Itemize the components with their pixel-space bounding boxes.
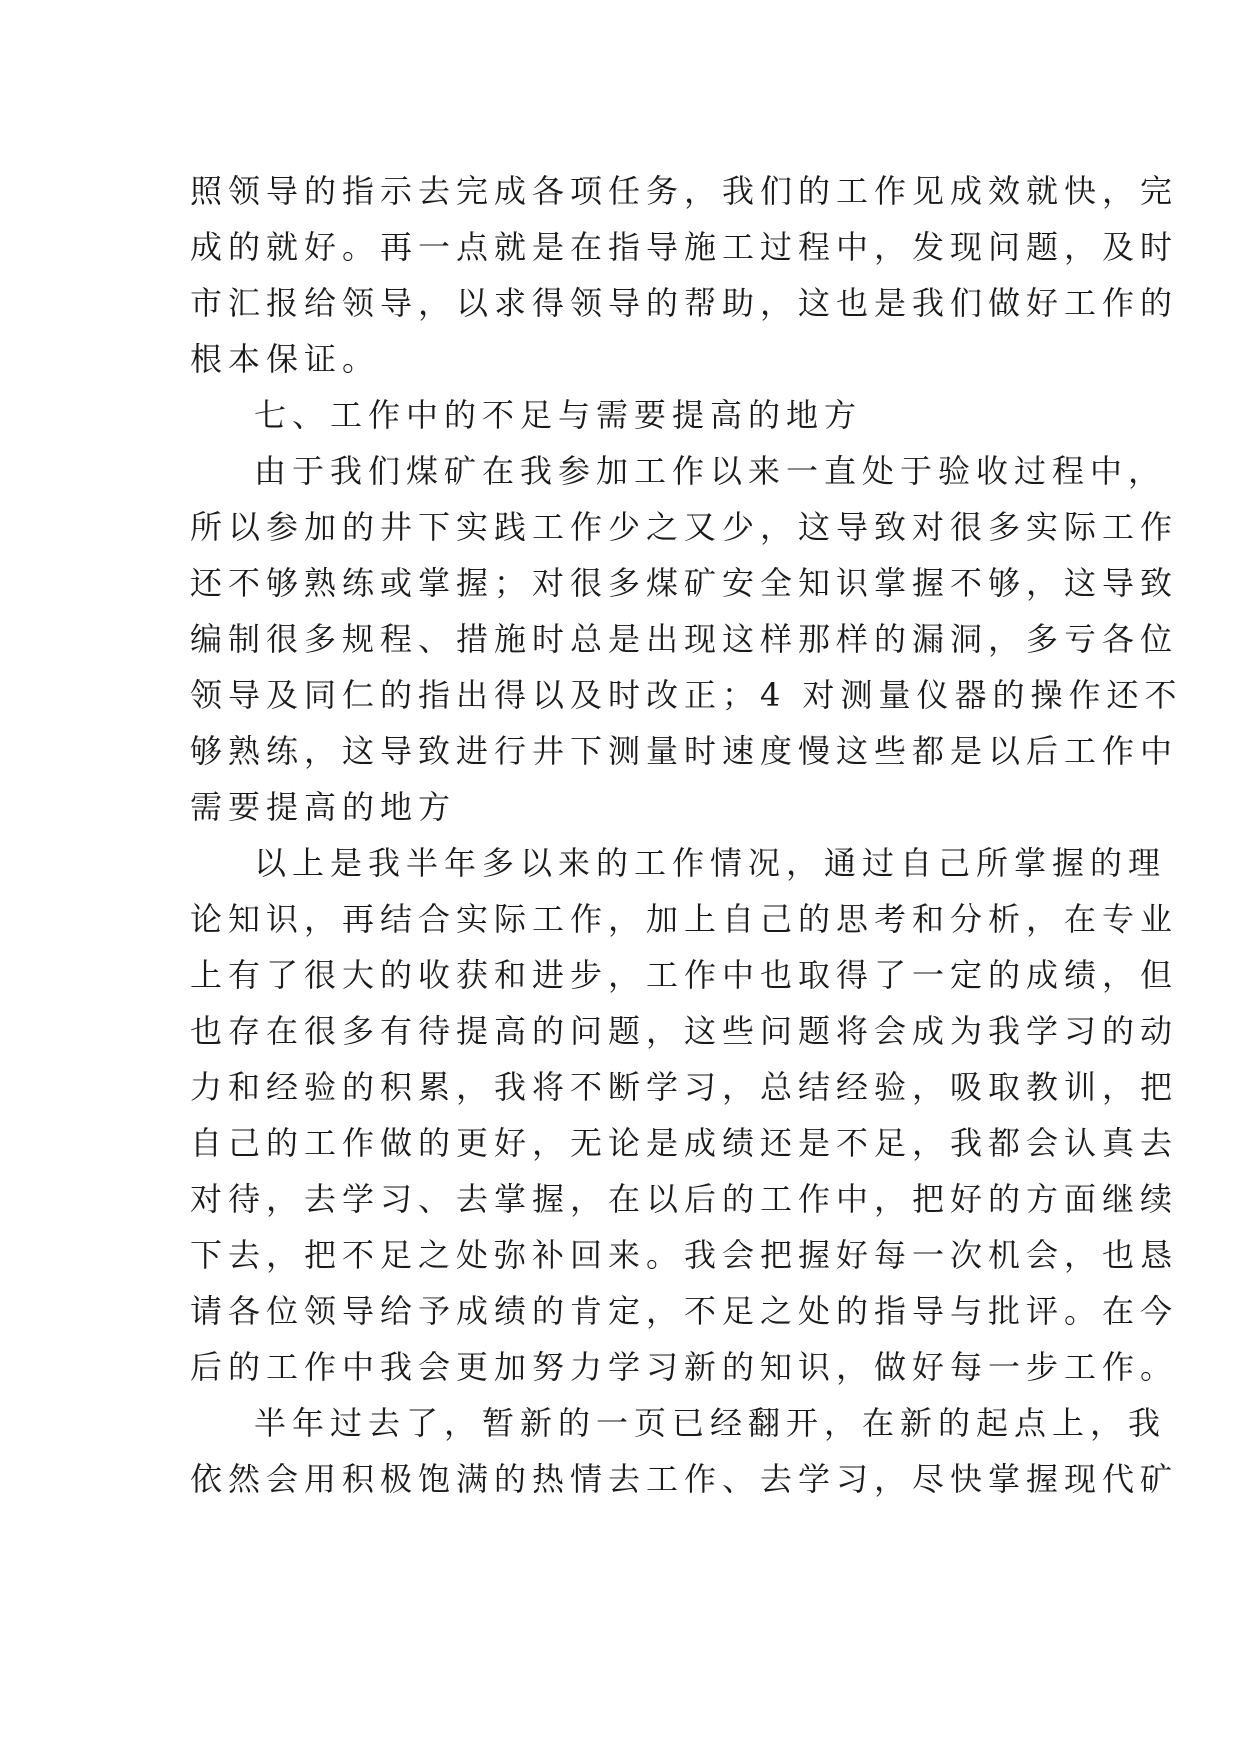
text-line: 后的工作中我会更加努力学习新的知识，做好每一步工作。 [190, 1348, 1179, 1386]
text-line: 论知识，再结合实际工作，加上自己的思考和分析，在专业 [190, 900, 1179, 938]
text-line: 市汇报给领导，以求得领导的帮助，这也是我们做好工作的 [190, 284, 1179, 322]
text-line: 力和经验的积累，我将不断学习，总结经验，吸取教训，把 [190, 1068, 1179, 1106]
text-line: 根本保证。 [190, 340, 381, 378]
text-line: 半年过去了，暂新的一页已经翻开，在新的起点上，我 [254, 1404, 1167, 1442]
text-line: 需要提高的地方 [190, 788, 457, 826]
text-line: 还不够熟练或掌握；对很多煤矿安全知识掌握不够，这导致 [190, 564, 1179, 602]
text-line: 自己的工作做的更好，无论是成绩还是不足，我都会认真去 [190, 1124, 1179, 1162]
section-heading: 七、工作中的不足与需要提高的地方 [254, 396, 863, 434]
text-line: 所以参加的井下实践工作少之又少，这导致对很多实际工作 [190, 508, 1179, 546]
document-body [190, 163, 1183, 1507]
text-line: 领导及同仁的指出得以及时改正；4 对测量仪器的操作还不 [190, 676, 1183, 714]
text-line: 编制很多规程、措施时总是出现这样那样的漏洞，多亏各位 [190, 620, 1179, 658]
text-line: 由于我们煤矿在我参加工作以来一直处于验收过程中， [254, 452, 1167, 490]
text-line: 上有了很大的收获和进步，工作中也取得了一定的成绩，但 [190, 956, 1179, 994]
text-line: 下去，把不足之处弥补回来。我会把握好每一次机会，也恳 [190, 1236, 1179, 1274]
text-line: 够熟练，这导致进行井下测量时速度慢这些都是以后工作中 [190, 732, 1179, 770]
text-line: 依然会用积极饱满的热情去工作、去学习，尽快掌握现代矿 [190, 1460, 1179, 1498]
text-line: 照领导的指示去完成各项任务，我们的工作见成效就快，完 [190, 172, 1179, 210]
text-line: 也存在很多有待提高的问题，这些问题将会成为我学习的动 [190, 1012, 1179, 1050]
text-line: 请各位领导给予成绩的肯定，不足之处的指导与批评。在今 [190, 1292, 1179, 1330]
text-line: 成的就好。再一点就是在指导施工过程中，发现问题，及时 [190, 228, 1179, 266]
text-line: 对待，去学习、去掌握，在以后的工作中，把好的方面继续 [190, 1180, 1179, 1218]
text-line: 以上是我半年多以来的工作情况，通过自己所掌握的理 [254, 844, 1167, 882]
